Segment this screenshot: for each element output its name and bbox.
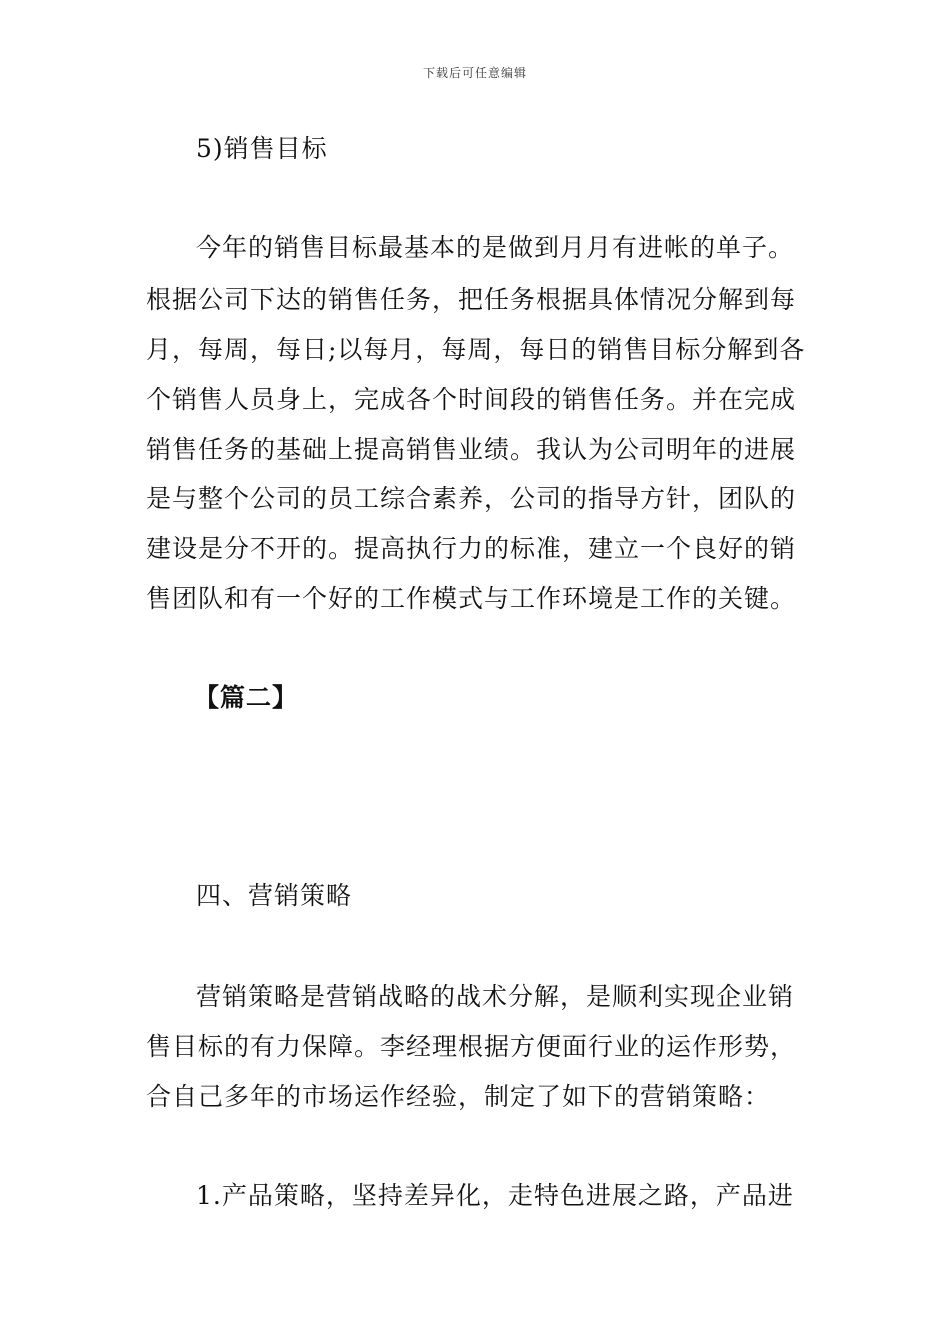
paragraph-line: 合自己多年的市场运作经验，制定了如下的营销策略：	[146, 1082, 771, 1111]
paragraph-line: 营销策略是营销战略的战术分解，是顺利实现企业销	[196, 982, 795, 1011]
paragraph-line: 建设是分不开的。提高执行力的标准，建立一个良好的销	[146, 534, 797, 563]
page-header: 下载后可任意编辑	[422, 66, 527, 80]
section-heading-sales-target: 5)销售目标	[196, 134, 328, 163]
paragraph-line: 售团队和有一个好的工作模式与工作环境是工作的关键。	[146, 584, 797, 613]
paragraph-line: 今年的销售目标最基本的是做到月月有进帐的单子。	[196, 233, 795, 262]
paragraph-line: 根据公司下达的销售任务，把任务根据具体情况分解到每	[146, 285, 797, 314]
paragraph-line: 个销售人员身上，完成各个时间段的销售任务。并在完成	[146, 385, 797, 414]
paragraph-line: 是与整个公司的员工综合素养，公司的指导方针，团队的	[146, 484, 797, 513]
part-two-marker: 【篇二】	[194, 683, 299, 712]
section-heading-marketing: 四、营销策略	[196, 881, 353, 910]
paragraph-line: 售目标的有力保障。李经理根据方便面行业的运作形势，	[146, 1032, 797, 1061]
paragraph-line: 月，每周，每日;以每月，每周，每日的销售目标分解到各	[146, 335, 806, 364]
paragraph-line: 销售任务的基础上提高销售业绩。我认为公司明年的进展	[146, 435, 797, 464]
product-strategy-line: 1.产品策略，坚持差异化，走特色进展之路，产品进	[196, 1181, 794, 1210]
